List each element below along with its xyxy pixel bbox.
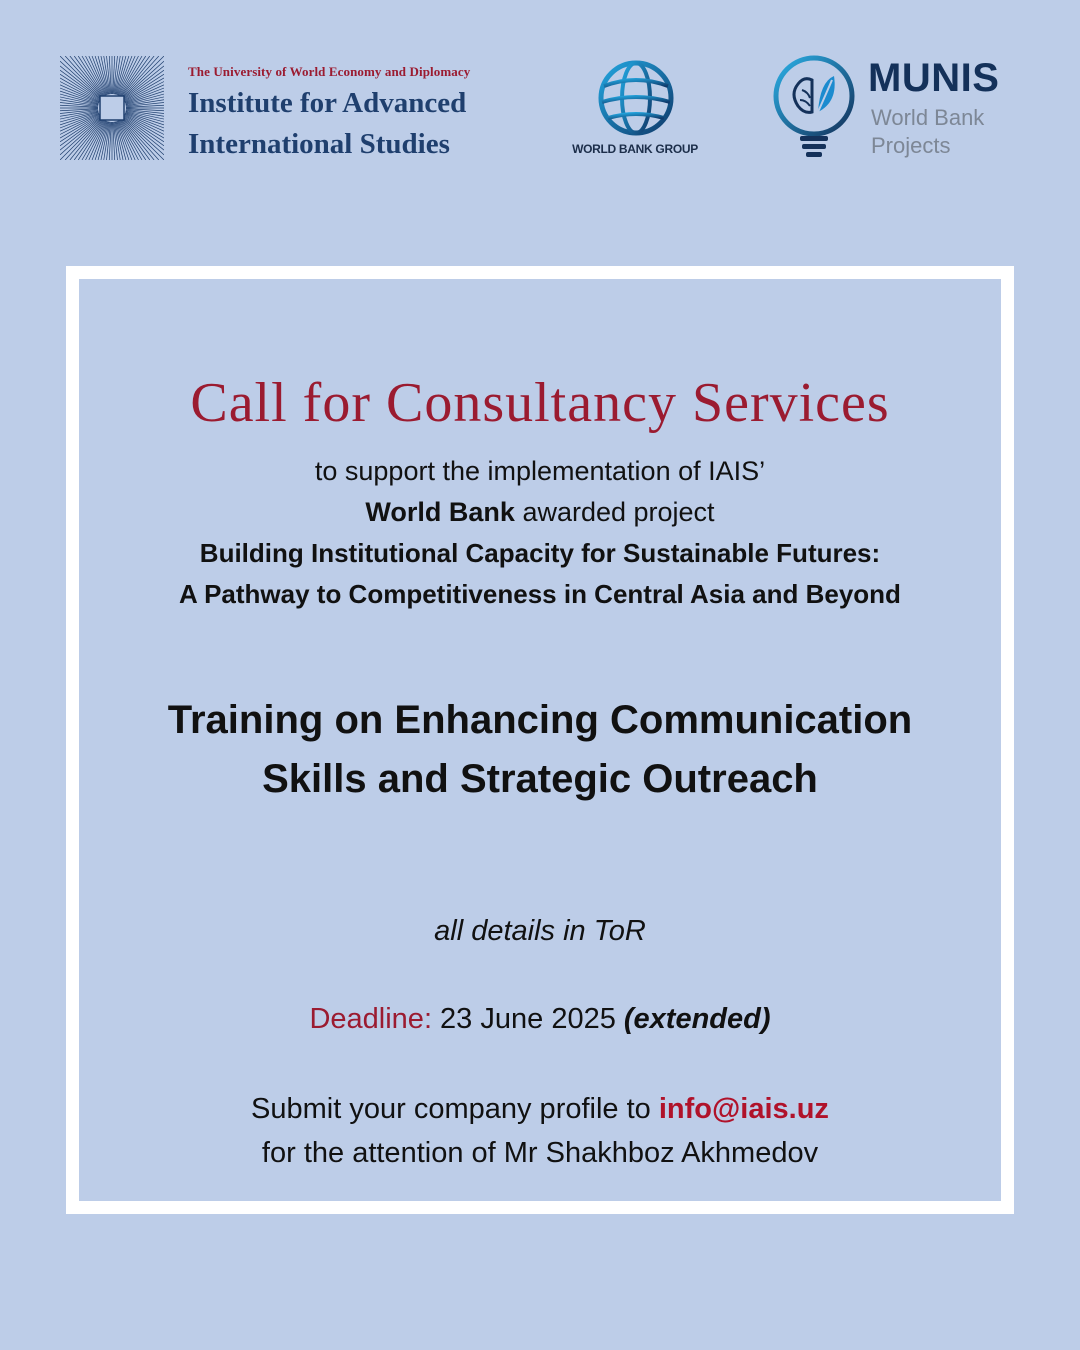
deadline-label: Deadline: bbox=[309, 1003, 432, 1035]
world-bank-caption: WORLD BANK GROUP bbox=[572, 142, 698, 156]
awarded-line bbox=[79, 492, 1001, 533]
submit-email-link[interactable]: info@iais.uz bbox=[658, 1093, 829, 1125]
details-note: all details in ToR bbox=[434, 915, 646, 947]
munis-bulb-icon bbox=[768, 54, 860, 158]
project-line2: A Pathway to Competitiveness in Central Asia and Beyond bbox=[179, 579, 901, 609]
support-line: to support the implementation of IAIS’ bbox=[314, 456, 766, 486]
deadline-extended: (extended) bbox=[623, 1003, 771, 1035]
iais-emblem-icon bbox=[60, 56, 164, 160]
iais-logo bbox=[60, 56, 164, 160]
submit-text: Submit your company profile to bbox=[251, 1093, 659, 1125]
support-text bbox=[79, 451, 1001, 533]
munis-subtitle-line2: Projects bbox=[871, 133, 951, 158]
call-title: Call for Consultancy Services bbox=[190, 372, 890, 434]
project-title bbox=[79, 533, 1001, 615]
training-line2: Skills and Strategic Outreach bbox=[262, 757, 818, 801]
iais-wordmark bbox=[188, 64, 470, 162]
attention-line: for the attention of Mr Shakhboz Akhmedov bbox=[261, 1137, 819, 1169]
awarded-rest: awarded project bbox=[514, 497, 715, 527]
deadline-date: 23 June 2025 bbox=[432, 1003, 624, 1035]
training-title bbox=[79, 691, 1001, 809]
munis-title: MUNIS bbox=[868, 56, 1000, 100]
munis-subtitle-line1: World Bank bbox=[871, 105, 985, 130]
announcement-card bbox=[66, 266, 1014, 1214]
training-line1: Training on Enhancing Communication bbox=[167, 698, 913, 742]
iais-name-line2: International Studies bbox=[188, 128, 450, 160]
world-bank-globe-icon bbox=[596, 58, 676, 138]
submit-line bbox=[79, 1087, 1001, 1131]
project-line1: Building Institutional Capacity for Sustainable Futures: bbox=[199, 538, 881, 568]
iais-name-line1: Institute for Advanced bbox=[188, 87, 467, 119]
submit-info bbox=[79, 1087, 1001, 1175]
munis-subtitle bbox=[871, 104, 984, 160]
iais-university-name: The University of World Economy and Diplomacy bbox=[188, 64, 471, 79]
deadline bbox=[79, 1001, 1001, 1037]
world-bank-bold: World Bank bbox=[365, 497, 515, 527]
